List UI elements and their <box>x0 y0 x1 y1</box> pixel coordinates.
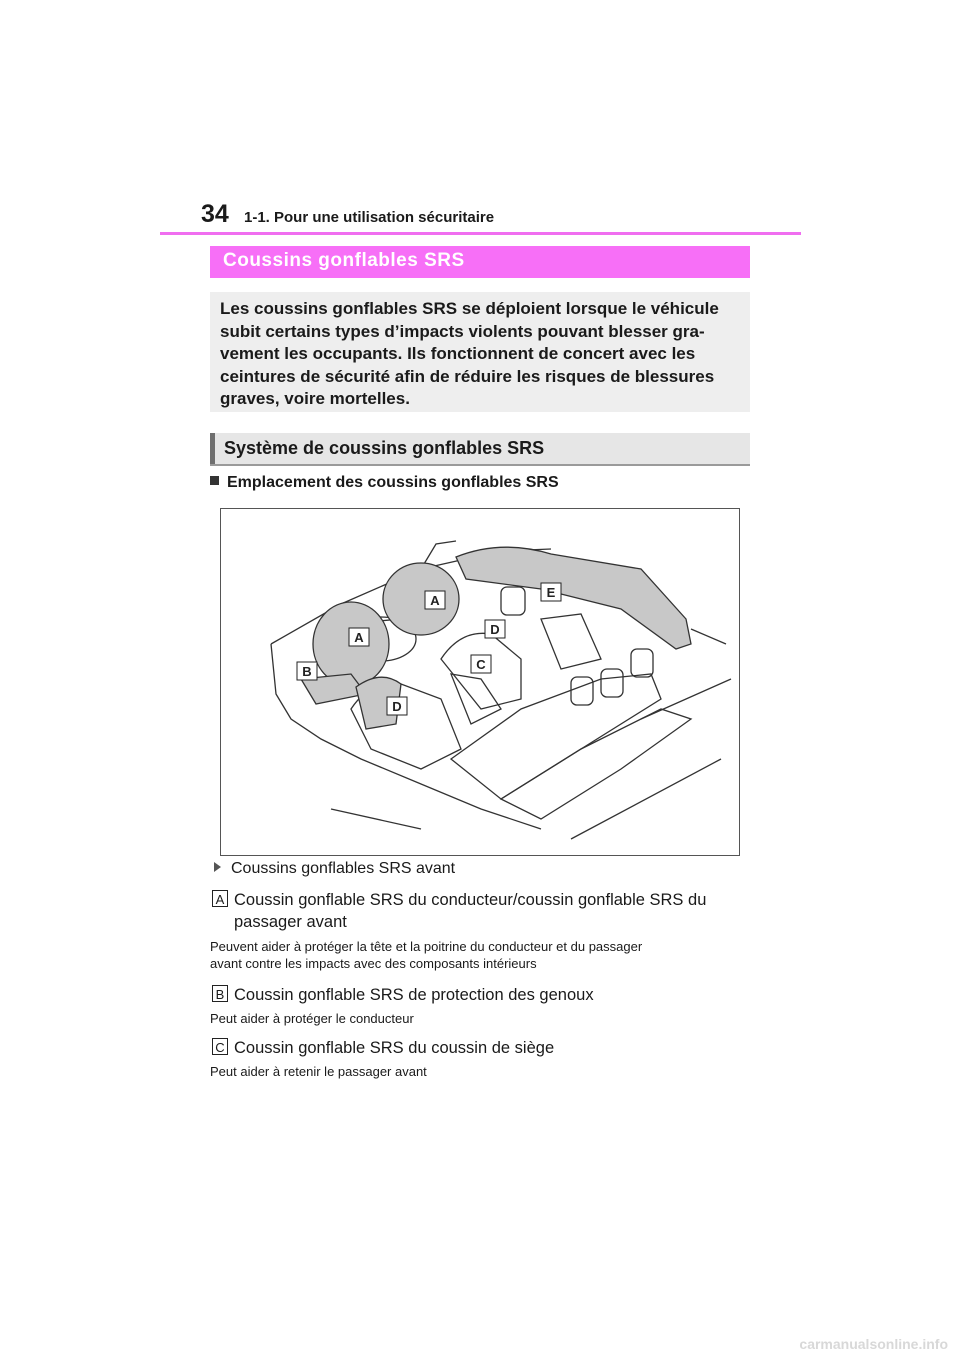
header-rule <box>160 232 801 235</box>
letter-box-a: A <box>212 890 228 907</box>
intro-box <box>210 292 750 412</box>
callout-text: A <box>354 630 364 645</box>
item-b <box>212 984 594 1006</box>
section-marker <box>210 433 215 464</box>
callout-D-upper <box>485 620 505 638</box>
callout-text: B <box>302 664 312 679</box>
airbag-location-figure <box>220 508 740 856</box>
front-airbags-bullet <box>214 860 455 878</box>
page-number: 34 <box>201 200 229 228</box>
note-line: Peuvent aider à protéger la tête et la poitrine du conducteur et du passager <box>210 939 643 954</box>
item-b-text: Coussin gonflable SRS de protection des genoux <box>234 986 594 1004</box>
item-b-note <box>210 1010 414 1027</box>
callout-B <box>297 662 317 680</box>
triangle-bullet-icon <box>214 862 221 872</box>
item-c-note <box>210 1063 427 1080</box>
item-a <box>212 889 706 933</box>
section-header: 1-1. Pour une utilisation sécuritaire <box>244 209 495 226</box>
item-a-text: Coussin gonflable SRS du conducteur/coussin gonflable SRS du <box>234 891 707 909</box>
callout-D-lower <box>387 697 407 715</box>
note-line: avant contre les impacts avec des composants intérieurs <box>210 956 537 971</box>
callout-text: C <box>476 657 486 672</box>
section-title-bar <box>210 433 750 466</box>
intro-line: graves, voire mortelles. <box>220 389 410 409</box>
callout-text: A <box>430 593 440 608</box>
section-title: Système de coussins gonflables SRS <box>224 438 545 458</box>
subheading-text: Emplacement des coussins gonflables SRS <box>227 474 559 491</box>
chapter-title: Coussins gonflables SRS <box>223 250 465 271</box>
note-line: Peut aider à protéger le conducteur <box>210 1011 414 1026</box>
intro-line: subit certains types d’impacts violents pouvant blesser gra- <box>220 321 705 341</box>
callout-E <box>541 583 561 601</box>
item-a-note <box>210 938 642 972</box>
callout-text: D <box>490 622 500 637</box>
callout-C <box>471 655 491 673</box>
callout-text: D <box>392 699 402 714</box>
subheading <box>210 474 559 492</box>
vehicle-interior-illustration <box>221 509 739 855</box>
note-line: Peut aider à retenir le passager avant <box>210 1064 427 1079</box>
callout-text: E <box>546 585 556 600</box>
callout-A-lower <box>349 628 369 646</box>
intro-line: vement les occupants. Ils fonctionnent de concert avec les <box>220 344 696 364</box>
letter-box-c: C <box>212 1038 228 1055</box>
chapter-title-bar <box>210 246 750 278</box>
square-bullet-icon <box>210 476 219 485</box>
letter-box-b: B <box>212 985 228 1002</box>
intro-line: Les coussins gonflables SRS se déploient lorsque le véhicule <box>220 299 719 318</box>
item-c <box>212 1037 554 1059</box>
callout-A-upper <box>425 591 445 609</box>
item-a-text-cont: passager avant <box>234 913 347 931</box>
watermark: carmanualsonline.info <box>799 1336 948 1352</box>
bullet-text: Coussins gonflables SRS avant <box>231 860 456 877</box>
item-c-text: Coussin gonflable SRS du coussin de siège <box>234 1039 555 1057</box>
intro-line: ceintures de sécurité afin de réduire les risques de blessures <box>220 366 715 386</box>
